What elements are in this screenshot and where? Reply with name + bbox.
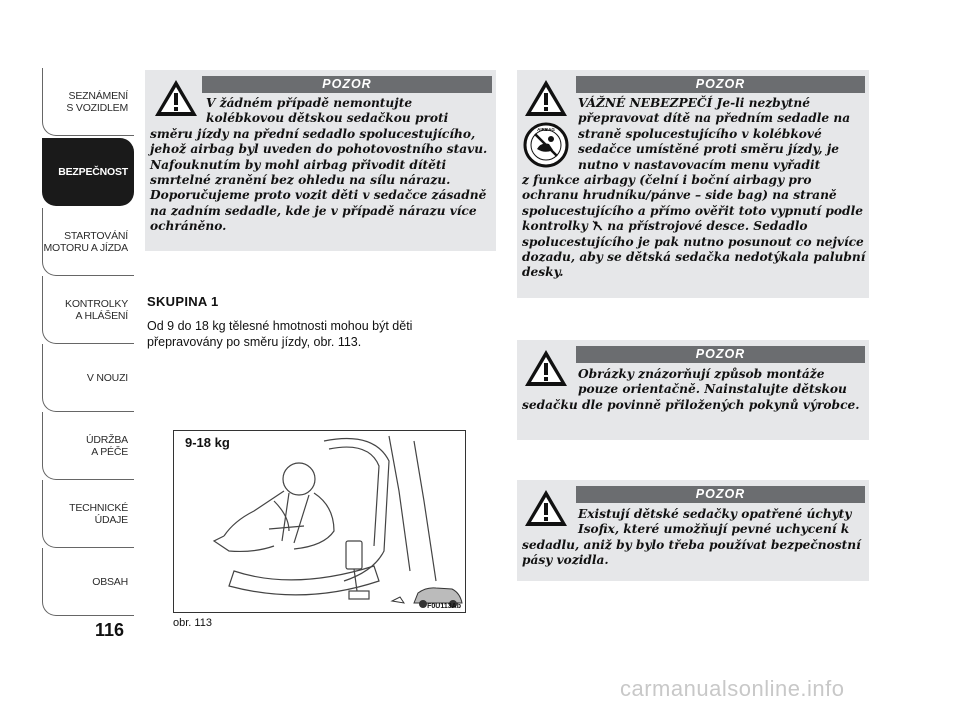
tab-seznameni[interactable] bbox=[42, 68, 134, 136]
warning-line: VÁŽNÉ NEBEZPEČÍ Je-li nezbytné bbox=[578, 96, 811, 110]
child-seat-illustration bbox=[174, 431, 466, 613]
warning-line: Isofix, které umožňují pevné uchycení k bbox=[578, 522, 850, 537]
warning-body: na přístrojové desce. Sedadlo spolucestujícího je pak nutno posunout co nejvíce dozadu, aby se dětská sedačka nedotýkala palubní desky. bbox=[522, 219, 866, 280]
tab-technicke-udaje[interactable] bbox=[42, 480, 134, 548]
tab-label: BEZPEČNOST bbox=[58, 166, 128, 178]
tab-label: SEZNÁMENÍ bbox=[68, 89, 128, 102]
warning-line: V žádném případě nemontujte bbox=[206, 96, 413, 110]
warning-header: POZOR bbox=[576, 76, 865, 93]
tab-label: STARTOVÁNÍ bbox=[64, 229, 128, 242]
warning-text bbox=[522, 507, 867, 569]
tab-label: TECHNICKÉ bbox=[69, 501, 128, 514]
tab-label: A HLÁŠENÍ bbox=[75, 309, 128, 322]
warning-header: POZOR bbox=[202, 76, 492, 93]
figure-caption: obr. 113 bbox=[173, 617, 212, 629]
tab-startovani[interactable] bbox=[42, 208, 134, 276]
warning-text bbox=[522, 96, 867, 281]
warning-body: sedačku dle povinně přiložených pokynů výrobce. bbox=[522, 397, 860, 412]
page-number: 116 bbox=[95, 620, 125, 640]
warning-box-isofix bbox=[517, 480, 869, 581]
passenger-airbag-off-icon bbox=[592, 220, 603, 231]
tab-v-nouzi[interactable] bbox=[42, 344, 134, 412]
warning-line: přepravovat dítě na předním sedadle na bbox=[578, 111, 851, 126]
tab-label: KONTROLKY bbox=[65, 297, 128, 310]
warning-text bbox=[522, 367, 867, 413]
tab-kontrolky[interactable] bbox=[42, 276, 134, 344]
warning-header: POZOR bbox=[576, 346, 865, 363]
airbag-label: AIRBAG bbox=[537, 127, 555, 132]
warning-box-airbag-rear-facing bbox=[145, 70, 496, 251]
section-title: SKUPINA 1 bbox=[147, 294, 219, 309]
tab-bezpecnost[interactable] bbox=[42, 138, 134, 206]
tab-label: OBSAH bbox=[92, 575, 128, 588]
warning-box-airbag-deactivation bbox=[517, 70, 869, 298]
tab-udrzba[interactable] bbox=[42, 412, 134, 480]
watermark: carmanualsonline.info bbox=[620, 676, 845, 701]
warning-line: straně spolucestujícího v kolébkové bbox=[578, 126, 822, 141]
section-body: Od 9 do 18 kg tělesné hmotnosti mohou být děti přepravovány po směru jízdy, obr. 113. bbox=[147, 319, 413, 349]
tab-label: ÚDAJE bbox=[94, 513, 128, 526]
tab-label: ÚDRŽBA bbox=[86, 433, 128, 446]
warning-body: směru jízdy na přední sedadlo spolucestujícího, jehož airbag byl uveden do pohotovostního stavu. Nafouknutím by mohl airbag přivodit dítěti smrtelné zranění bez ohledu na sílu nárazu. Doporučujeme proto vozit děti v sedačce zásadně na zadním sedadle, kde je v případě nárazu více ochráněno. bbox=[150, 126, 488, 234]
warning-text bbox=[150, 96, 493, 235]
figure-weight-label: 9-18 kg bbox=[185, 435, 230, 450]
warning-line: kolébkovou dětskou sedačkou proti bbox=[206, 111, 449, 126]
warning-line: Obrázky znázorňují způsob montáže bbox=[578, 367, 825, 381]
warning-body: sedadlu, aniž by bylo třeba používat bezpečnostní pásy vozidla. bbox=[522, 537, 861, 568]
warning-line: Existují dětské sedačky opatřené úchyty bbox=[578, 507, 852, 521]
warning-line: sedačce umístěné proti směru jízdy, je bbox=[578, 142, 840, 157]
tab-label: S VOZIDLEM bbox=[66, 101, 128, 114]
warning-line: nutno v nastavovacím menu vyřadit bbox=[578, 157, 821, 172]
warning-body: z funkce airbagy (čelní i boční airbagy pro ochranu hrudníku/pánve – side bag) na straně spolucestujícího a přímo ověřit toto vypnutí podle kontrolky bbox=[522, 173, 863, 234]
warning-header: POZOR bbox=[576, 486, 865, 503]
warning-line: pouze orientačně. Nainstalujte dětskou bbox=[578, 382, 847, 397]
warning-box-illustrations bbox=[517, 340, 869, 440]
figure-code: F0U113Ab bbox=[427, 603, 461, 610]
tab-label: MOTORU A JÍZDA bbox=[43, 241, 128, 254]
figure-child-seat bbox=[173, 430, 466, 613]
tab-obsah[interactable] bbox=[42, 548, 134, 616]
tab-label: V NOUZI bbox=[86, 371, 128, 384]
tab-label: A PÉČE bbox=[91, 445, 128, 458]
